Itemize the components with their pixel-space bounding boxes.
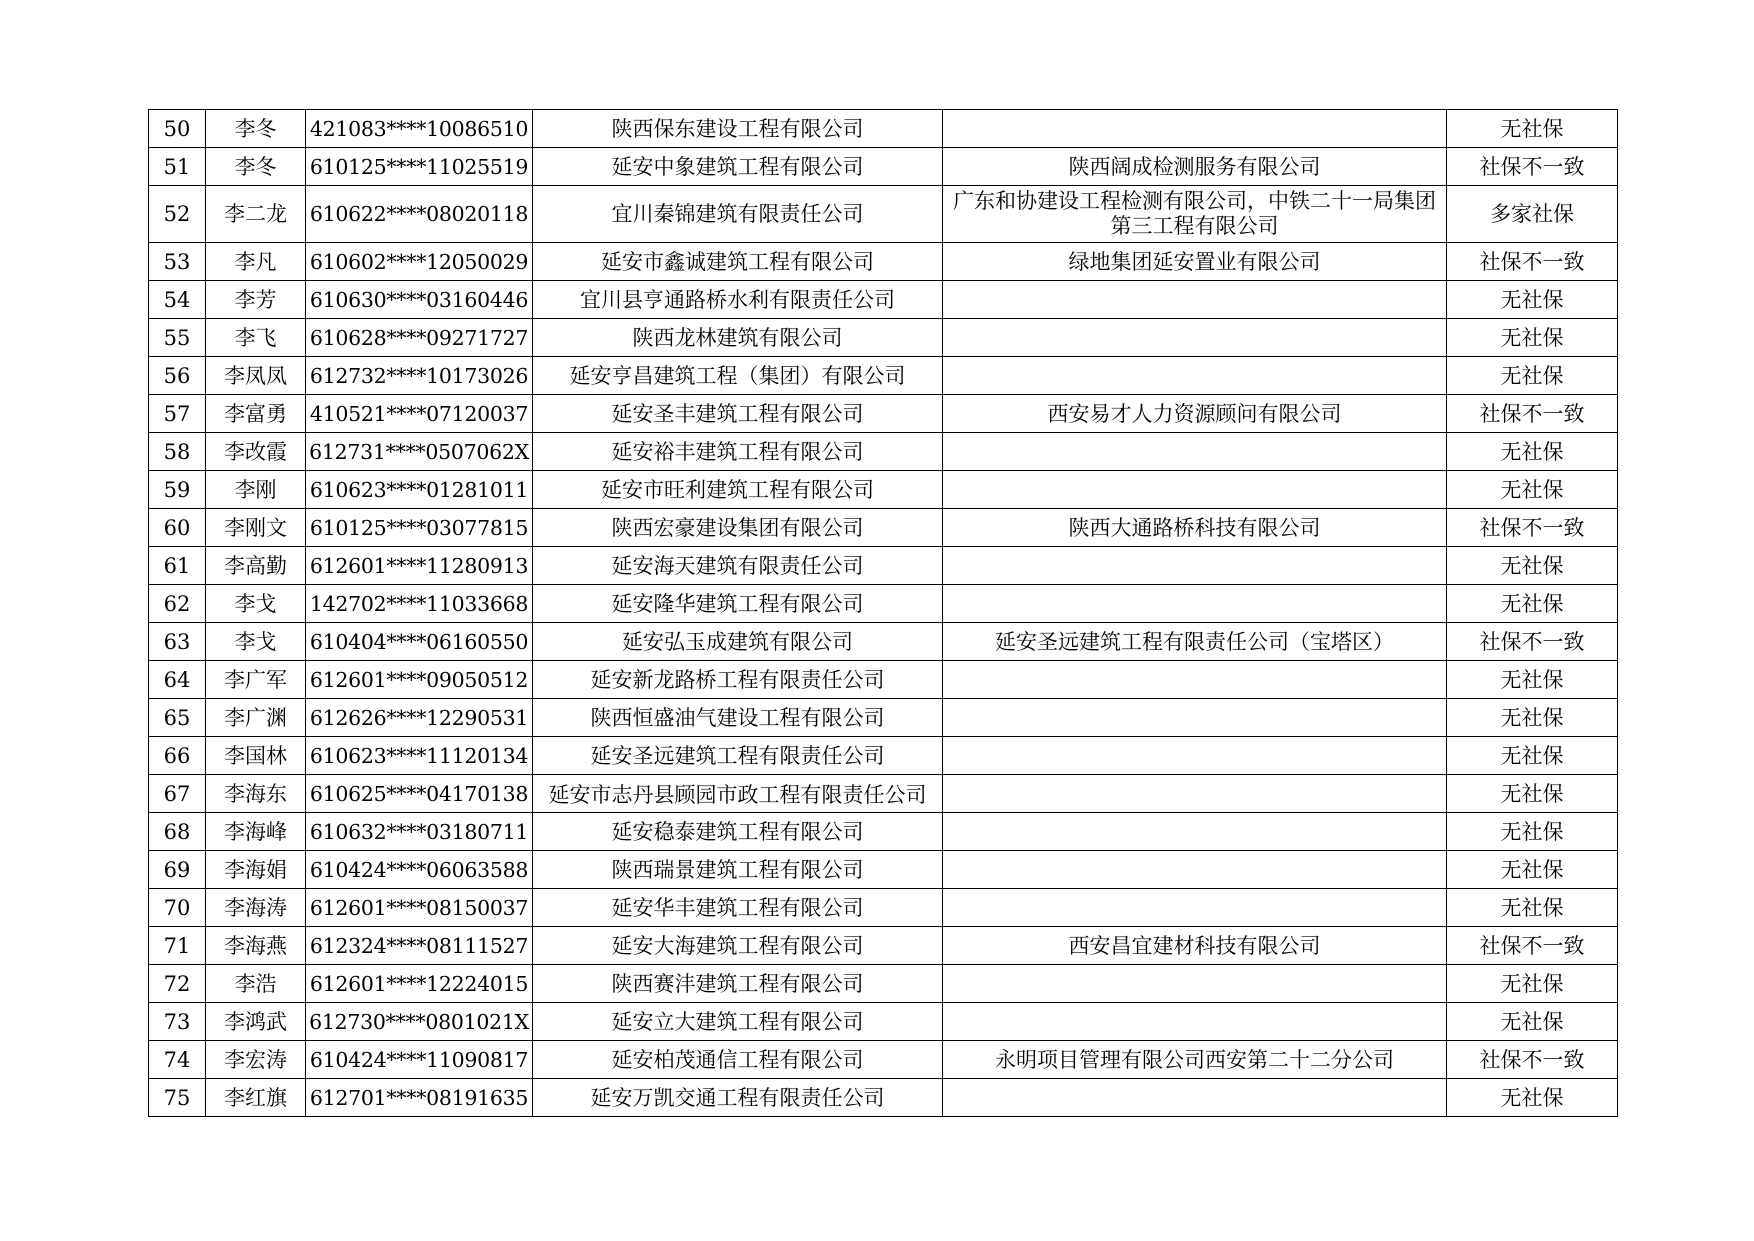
person-name-cell: 李海娟	[206, 851, 306, 889]
table-row	[149, 813, 1618, 851]
row-number-cell: 73	[149, 1003, 206, 1041]
person-name-cell: 李海东	[206, 775, 306, 813]
person-name-cell: 李红旗	[206, 1079, 306, 1117]
row-number-cell: 71	[149, 927, 206, 965]
row-number-cell: 53	[149, 243, 206, 281]
table-row	[149, 433, 1618, 471]
table-row	[149, 243, 1618, 281]
person-name-cell: 李高勤	[206, 547, 306, 585]
table-row	[149, 281, 1618, 319]
social-security-company-cell	[943, 661, 1447, 699]
social-security-status-cell: 社保不一致	[1447, 395, 1618, 433]
id-number-cell: 610125****03077815	[306, 509, 533, 547]
registered-company-cell: 延安圣丰建筑工程有限公司	[533, 395, 943, 433]
id-number-cell: 421083****10086510	[306, 110, 533, 148]
row-number-cell: 61	[149, 547, 206, 585]
row-number-cell: 56	[149, 357, 206, 395]
social-security-status-cell: 无社保	[1447, 699, 1618, 737]
row-number-cell: 50	[149, 110, 206, 148]
registered-company-cell: 陕西瑞景建筑工程有限公司	[533, 851, 943, 889]
social-security-status-cell: 社保不一致	[1447, 927, 1618, 965]
row-number-cell: 54	[149, 281, 206, 319]
row-number-cell: 66	[149, 737, 206, 775]
row-number-cell: 63	[149, 623, 206, 661]
row-number-cell: 55	[149, 319, 206, 357]
social-security-company-cell: 陕西阔成检测服务有限公司	[943, 148, 1447, 186]
row-number-cell: 67	[149, 775, 206, 813]
table-row	[149, 1003, 1618, 1041]
social-security-company-cell	[943, 357, 1447, 395]
social-security-company-cell: 延安圣远建筑工程有限责任公司（宝塔区）	[943, 623, 1447, 661]
registered-company-cell: 陕西恒盛油气建设工程有限公司	[533, 699, 943, 737]
person-name-cell: 李刚	[206, 471, 306, 509]
social-security-status-cell: 无社保	[1447, 661, 1618, 699]
registered-company-cell: 延安稳泰建筑工程有限公司	[533, 813, 943, 851]
social-security-company-cell	[943, 433, 1447, 471]
row-number-cell: 62	[149, 585, 206, 623]
registered-company-cell: 陕西龙林建筑有限公司	[533, 319, 943, 357]
person-name-cell: 李飞	[206, 319, 306, 357]
table-row	[149, 1041, 1618, 1079]
social-security-company-cell	[943, 1079, 1447, 1117]
person-name-cell: 李海燕	[206, 927, 306, 965]
person-name-cell: 李海涛	[206, 889, 306, 927]
social-security-status-cell: 无社保	[1447, 471, 1618, 509]
id-number-cell: 610632****03180711	[306, 813, 533, 851]
social-security-company-cell	[943, 1003, 1447, 1041]
social-security-status-cell: 社保不一致	[1447, 148, 1618, 186]
row-number-cell: 72	[149, 965, 206, 1003]
person-name-cell: 李浩	[206, 965, 306, 1003]
registered-company-cell: 延安中象建筑工程有限公司	[533, 148, 943, 186]
social-security-status-cell: 无社保	[1447, 813, 1618, 851]
social-security-company-cell	[943, 281, 1447, 319]
person-name-cell: 李凡	[206, 243, 306, 281]
person-name-cell: 李国林	[206, 737, 306, 775]
table-body	[149, 110, 1618, 1117]
social-security-status-cell: 无社保	[1447, 585, 1618, 623]
row-number-cell: 75	[149, 1079, 206, 1117]
id-number-cell: 610424****11090817	[306, 1041, 533, 1079]
table-row	[149, 661, 1618, 699]
id-number-cell: 612730****0801021X	[306, 1003, 533, 1041]
social-security-status-cell: 无社保	[1447, 965, 1618, 1003]
person-name-cell: 李富勇	[206, 395, 306, 433]
social-security-status-cell: 多家社保	[1447, 186, 1618, 243]
table-row	[149, 623, 1618, 661]
registered-company-cell: 陕西赛沣建筑工程有限公司	[533, 965, 943, 1003]
registered-company-cell	[533, 775, 943, 813]
registered-company-cell: 延安海天建筑有限责任公司	[533, 547, 943, 585]
registered-company-cell: 延安柏茂通信工程有限公司	[533, 1041, 943, 1079]
registered-company-cell: 延安裕丰建筑工程有限公司	[533, 433, 943, 471]
person-name-cell: 李戈	[206, 623, 306, 661]
registered-company-cell: 延安亨昌建筑工程（集团）有限公司	[533, 357, 943, 395]
id-number-cell: 142702****11033668	[306, 585, 533, 623]
table-row	[149, 585, 1618, 623]
registered-company-cell: 延安市旺利建筑工程有限公司	[533, 471, 943, 509]
social-security-company-cell	[943, 110, 1447, 148]
id-number-cell: 612732****10173026	[306, 357, 533, 395]
table-row	[149, 186, 1618, 243]
id-number-cell: 610625****04170138	[306, 775, 533, 813]
person-name-cell: 李鸿武	[206, 1003, 306, 1041]
social-security-company-cell	[943, 585, 1447, 623]
id-number-cell: 610623****01281011	[306, 471, 533, 509]
table-row	[149, 395, 1618, 433]
id-number-cell: 610622****08020118	[306, 186, 533, 243]
registered-company-cell: 宜川秦锦建筑有限责任公司	[533, 186, 943, 243]
id-number-cell: 410521****07120037	[306, 395, 533, 433]
social-security-status-cell: 社保不一致	[1447, 509, 1618, 547]
social-security-status-cell: 社保不一致	[1447, 623, 1618, 661]
id-number-cell: 612701****08191635	[306, 1079, 533, 1117]
person-name-cell: 李戈	[206, 585, 306, 623]
table-row	[149, 965, 1618, 1003]
row-number-cell: 65	[149, 699, 206, 737]
id-number-cell: 610125****11025519	[306, 148, 533, 186]
social-security-company-cell	[943, 471, 1447, 509]
table-row	[149, 1079, 1618, 1117]
id-number-cell: 612601****12224015	[306, 965, 533, 1003]
id-number-cell: 612601****08150037	[306, 889, 533, 927]
row-number-cell: 70	[149, 889, 206, 927]
table-row	[149, 547, 1618, 585]
registered-company-cell: 延安立大建筑工程有限公司	[533, 1003, 943, 1041]
id-number-cell: 610602****12050029	[306, 243, 533, 281]
id-number-cell: 610628****09271727	[306, 319, 533, 357]
table-row	[149, 775, 1618, 813]
social-security-company-cell	[943, 813, 1447, 851]
registered-company-cell: 陕西保东建设工程有限公司	[533, 110, 943, 148]
row-number-cell: 51	[149, 148, 206, 186]
registered-company-cell: 延安华丰建筑工程有限公司	[533, 889, 943, 927]
clipped-text: 延安市志丹县顾园市政工程有限责任公司	[548, 782, 927, 807]
social-security-status-cell: 社保不一致	[1447, 1041, 1618, 1079]
registered-company-cell: 陕西宏豪建设集团有限公司	[533, 509, 943, 547]
id-number-cell: 610623****11120134	[306, 737, 533, 775]
social-security-status-cell: 无社保	[1447, 110, 1618, 148]
id-number-cell: 612601****09050512	[306, 661, 533, 699]
social-security-status-cell: 无社保	[1447, 737, 1618, 775]
id-number-cell: 610404****06160550	[306, 623, 533, 661]
person-name-cell: 李凤凤	[206, 357, 306, 395]
person-name-cell: 李冬	[206, 148, 306, 186]
person-name-cell: 李广渊	[206, 699, 306, 737]
row-number-cell: 69	[149, 851, 206, 889]
social-security-status-cell: 无社保	[1447, 547, 1618, 585]
social-security-company-cell: 西安昌宜建材科技有限公司	[943, 927, 1447, 965]
row-number-cell: 60	[149, 509, 206, 547]
social-security-company-cell: 西安易才人力资源顾问有限公司	[943, 395, 1447, 433]
table-row	[149, 889, 1618, 927]
social-security-status-cell: 社保不一致	[1447, 243, 1618, 281]
table-row	[149, 737, 1618, 775]
social-security-company-cell	[943, 965, 1447, 1003]
social-security-company-cell	[943, 775, 1447, 813]
id-number-cell: 612626****12290531	[306, 699, 533, 737]
social-security-status-cell: 无社保	[1447, 357, 1618, 395]
social-security-status-cell: 无社保	[1447, 851, 1618, 889]
person-name-cell: 李改霞	[206, 433, 306, 471]
row-number-cell: 52	[149, 186, 206, 243]
social-security-company-cell	[943, 737, 1447, 775]
social-security-company-cell	[943, 851, 1447, 889]
row-number-cell: 68	[149, 813, 206, 851]
social-security-company-cell: 陕西大通路桥科技有限公司	[943, 509, 1447, 547]
registered-company-cell: 延安万凯交通工程有限责任公司	[533, 1079, 943, 1117]
person-name-cell: 李海峰	[206, 813, 306, 851]
table-row	[149, 699, 1618, 737]
row-number-cell: 58	[149, 433, 206, 471]
social-security-company-cell: 绿地集团延安置业有限公司	[943, 243, 1447, 281]
registered-company-cell: 延安隆华建筑工程有限公司	[533, 585, 943, 623]
id-number-cell: 612601****11280913	[306, 547, 533, 585]
table-row	[149, 357, 1618, 395]
social-security-status-cell: 无社保	[1447, 319, 1618, 357]
social-security-status-cell: 无社保	[1447, 433, 1618, 471]
social-security-status-cell: 无社保	[1447, 1079, 1618, 1117]
row-number-cell: 64	[149, 661, 206, 699]
table-row	[149, 110, 1618, 148]
id-number-cell: 610424****06063588	[306, 851, 533, 889]
registered-company-cell: 延安大海建筑工程有限公司	[533, 927, 943, 965]
social-security-company-cell: 永明项目管理有限公司西安第二十二分公司	[943, 1041, 1447, 1079]
social-security-status-cell: 无社保	[1447, 1003, 1618, 1041]
row-number-cell: 59	[149, 471, 206, 509]
row-number-cell: 74	[149, 1041, 206, 1079]
registered-company-cell: 延安圣远建筑工程有限责任公司	[533, 737, 943, 775]
id-number-cell: 612731****0507062X	[306, 433, 533, 471]
id-number-cell: 612324****08111527	[306, 927, 533, 965]
registered-company-cell: 延安新龙路桥工程有限责任公司	[533, 661, 943, 699]
registered-company-cell: 宜川县亨通路桥水利有限责任公司	[533, 281, 943, 319]
table-row	[149, 471, 1618, 509]
person-name-cell: 李芳	[206, 281, 306, 319]
registered-company-cell: 延安市鑫诚建筑工程有限公司	[533, 243, 943, 281]
person-name-cell: 李刚文	[206, 509, 306, 547]
social-security-table	[148, 109, 1618, 1117]
row-number-cell: 57	[149, 395, 206, 433]
social-security-company-cell: 广东和协建设工程检测有限公司，中铁二十一局集团第三工程有限公司	[943, 186, 1447, 243]
person-name-cell: 李冬	[206, 110, 306, 148]
person-name-cell: 李宏涛	[206, 1041, 306, 1079]
table-row	[149, 509, 1618, 547]
table-row	[149, 319, 1618, 357]
social-security-company-cell	[943, 699, 1447, 737]
person-name-cell: 李广军	[206, 661, 306, 699]
social-security-company-cell	[943, 889, 1447, 927]
person-name-cell: 李二龙	[206, 186, 306, 243]
table-row	[149, 927, 1618, 965]
social-security-status-cell: 无社保	[1447, 775, 1618, 813]
social-security-company-cell	[943, 547, 1447, 585]
table-row	[149, 148, 1618, 186]
registered-company-cell: 延安弘玉成建筑有限公司	[533, 623, 943, 661]
social-security-company-cell	[943, 319, 1447, 357]
social-security-status-cell: 无社保	[1447, 889, 1618, 927]
id-number-cell: 610630****03160446	[306, 281, 533, 319]
social-security-status-cell: 无社保	[1447, 281, 1618, 319]
table-row	[149, 851, 1618, 889]
